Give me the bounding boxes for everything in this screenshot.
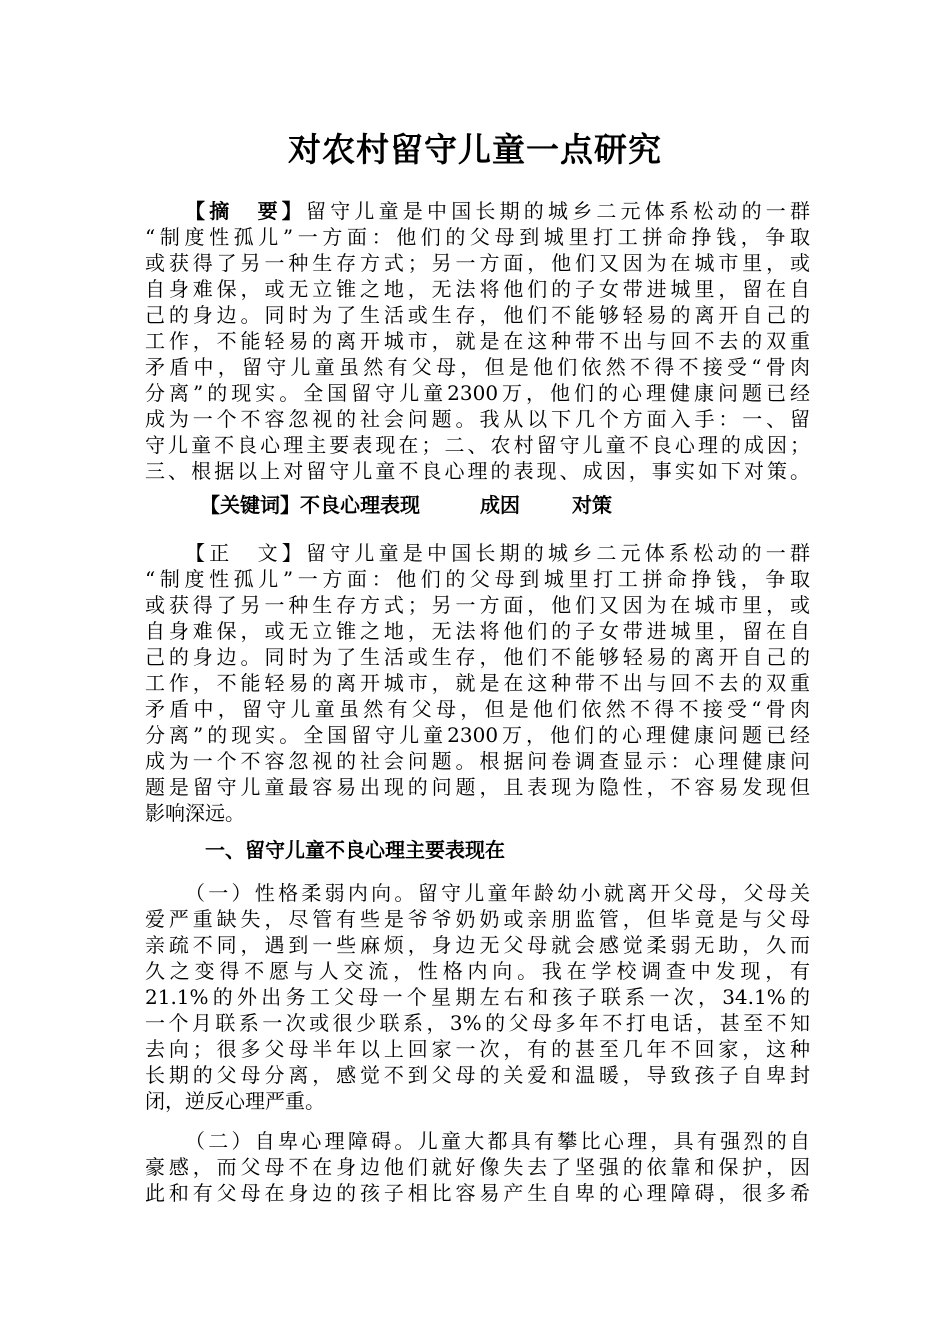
paragraph-line: 去向；很多父母半年以上回家一次，有的甚至几年不回家，这种	[145, 1037, 810, 1061]
abstract-line: 分离”的现实。全国留守儿童2300万，他们的心理健康问题已经	[145, 381, 810, 405]
abstract-line: “制度性孤儿”一方面：他们的父母到城里打工拼命挣钱，争取	[145, 225, 810, 249]
paragraph-line: 长期的父母分离，感觉不到父母的关爱和温暖，导致孩子自卑封	[145, 1063, 810, 1087]
body-paragraph	[145, 540, 810, 826]
keyword-item: 对策	[572, 493, 612, 517]
body-line: 自身难保，或无立锥之地，无法将他们的子女带进城里，留在自	[145, 619, 810, 643]
section-paragraph	[145, 1128, 810, 1206]
paragraph-line: 此和有父母在身边的孩子相比容易产生自卑的心理障碍，很多希	[145, 1181, 810, 1205]
paragraph-line: 闭，逆反心理严重。	[145, 1089, 325, 1113]
abstract-line: 自身难保，或无立锥之地，无法将他们的子女带进城里，留在自	[145, 277, 810, 301]
body-line: 影响深远。	[145, 801, 245, 825]
body-line: 或获得了另一种生存方式；另一方面，他们又因为在城市里，或	[145, 593, 810, 617]
paragraph-line: 一个月联系一次或很少联系，3%的父母多年不打电话，甚至不知	[145, 1011, 810, 1035]
abstract-line: 工作，不能轻易的离开城市，就是在这种带不出与回不去的双重	[145, 329, 810, 353]
body-line: 工作，不能轻易的离开城市，就是在这种带不出与回不去的双重	[145, 671, 810, 695]
abstract-line: 【摘 要】留守儿童是中国长期的城乡二元体系松动的一群	[185, 199, 810, 223]
abstract-line: 成为一个不容忽视的社会问题。我从以下几个方面入手：一、留	[145, 407, 810, 431]
keywords-label: 【关键词】	[200, 493, 300, 517]
abstract-label: 【摘 要】	[185, 199, 306, 223]
body-line: 己的身边。同时为了生活或生存，他们不能够轻易的离开自己的	[145, 645, 810, 669]
paragraph-line: 爱严重缺失，尽管有些是爷爷奶奶或亲朋监管，但毕竟是与父母	[145, 907, 810, 931]
body-line: 矛盾中，留守儿童虽然有父母，但是他们依然不得不接受“骨肉	[145, 697, 810, 721]
body-line: 分离”的现实。全国留守儿童2300万，他们的心理健康问题已经	[145, 723, 810, 747]
paragraph-line: 久之变得不愿与人交流，性格内向。我在学校调查中发现，有	[145, 959, 810, 983]
body-line: 成为一个不容忽视的社会问题。根据问卷调查显示：心理健康问	[145, 749, 810, 773]
body-line: 【正 文】留守儿童是中国长期的城乡二元体系松动的一群	[185, 541, 810, 565]
document-title: 对农村留守儿童一点研究	[288, 130, 662, 169]
body-line: 题是留守儿童最容易出现的问题，且表现为隐性，不容易发现但	[145, 775, 810, 799]
paragraph-line: （二）自卑心理障碍。儿童大都具有攀比心理，具有强烈的自	[185, 1129, 810, 1153]
keywords-line	[200, 490, 612, 520]
paragraph-line: 21.1%的外出务工父母一个星期左右和孩子联系一次，34.1%的	[145, 985, 810, 1009]
abstract-line: 三、根据以上对留守儿童不良心理的表现、成因，事实如下对策。	[145, 459, 810, 483]
abstract-line: 矛盾中，留守儿童虽然有父母，但是他们依然不得不接受“骨肉	[145, 355, 810, 379]
abstract-line: 己的身边。同时为了生活或生存，他们不能够轻易的离开自己的	[145, 303, 810, 327]
section-paragraph	[145, 880, 810, 1114]
abstract-paragraph	[145, 198, 810, 484]
body-label: 【正 文】	[185, 541, 306, 565]
keyword-item: 不良心理表现	[300, 493, 420, 517]
paragraph-line: （一）性格柔弱内向。留守儿童年龄幼小就离开父母，父母关	[185, 881, 810, 905]
paragraph-line: 豪感，而父母不在身边他们就好像失去了坚强的依靠和保护，因	[145, 1155, 810, 1179]
body-line: “制度性孤儿”一方面：他们的父母到城里打工拼命挣钱，争取	[145, 567, 810, 591]
keyword-item: 成因	[480, 493, 520, 517]
paragraph-line: 亲疏不同，遇到一些麻烦，身边无父母就会感觉柔弱无助，久而	[145, 933, 810, 957]
section-heading: 一、留守儿童不良心理主要表现在	[205, 838, 505, 862]
abstract-line: 或获得了另一种生存方式；另一方面，他们又因为在城市里，或	[145, 251, 810, 275]
abstract-line: 守儿童不良心理主要表现在；二、农村留守儿童不良心理的成因；	[145, 433, 810, 457]
